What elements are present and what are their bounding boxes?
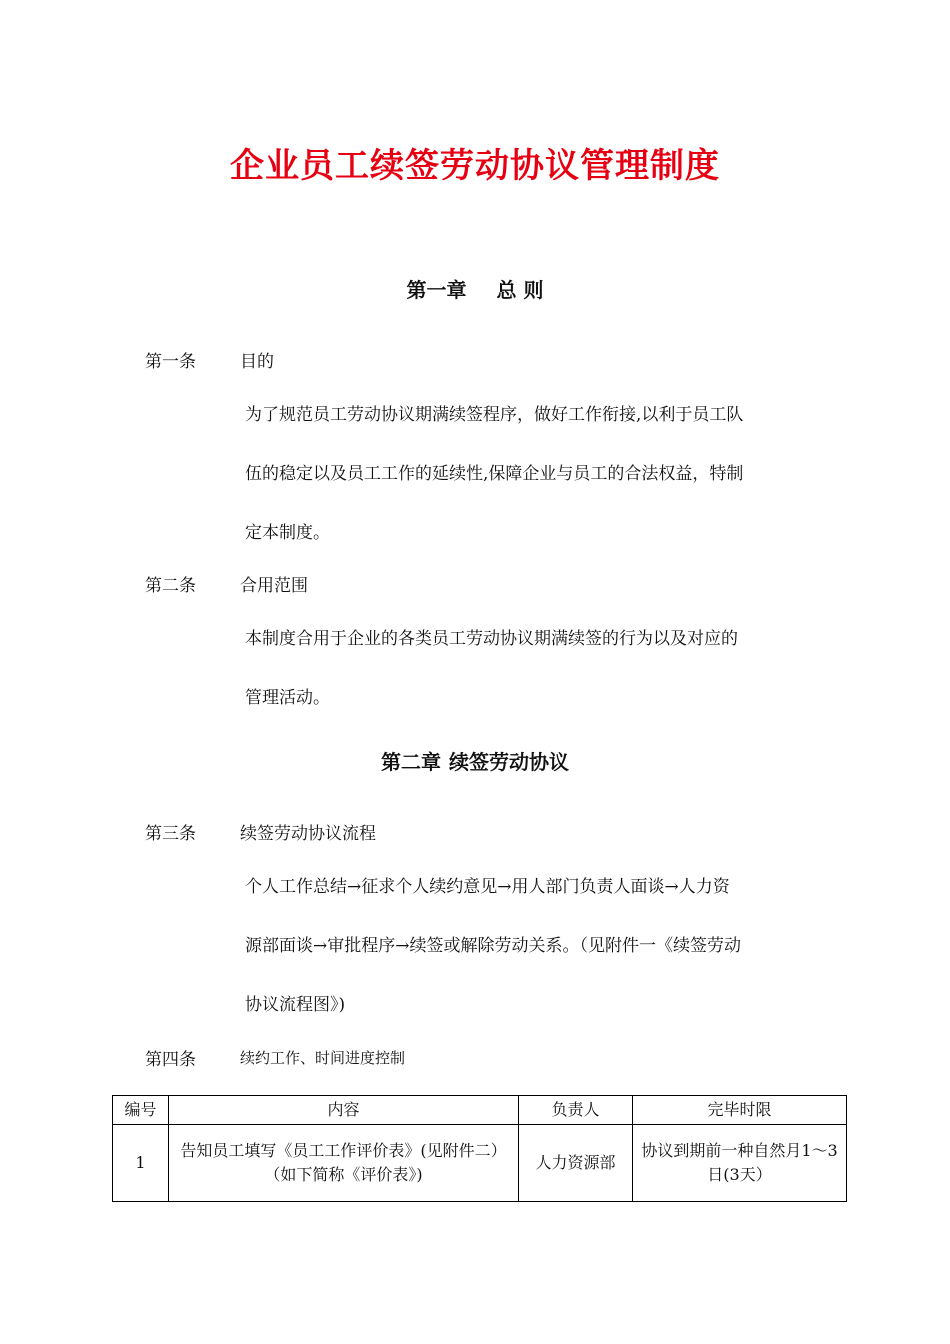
cell-content: 告知员工填写《员工工作评价表》(见附件二）（如下简称《评价表》) <box>169 1125 519 1202</box>
column-header-number: 编号 <box>113 1096 169 1125</box>
article-1-line-2: 伍的稳定以及员工工作的延续性,保障企业与员工的合法权益，特制 <box>245 464 744 484</box>
article-1-title: 目的 <box>240 352 274 372</box>
table-row <box>113 1125 847 1202</box>
chapter-1-heading <box>0 274 950 303</box>
chapter-2-heading <box>0 746 950 775</box>
cell-number: 1 <box>113 1125 169 1202</box>
article-2-title: 合用范围 <box>240 576 308 596</box>
column-header-content: 内容 <box>169 1096 519 1125</box>
document-title: 企业员工续签劳动协议管理制度 <box>230 146 720 186</box>
schedule-table <box>112 1095 847 1202</box>
cell-owner: 人力资源部 <box>519 1125 633 1202</box>
article-4-title: 续约工作、时间进度控制 <box>240 1049 406 1067</box>
cell-deadline: 协议到期前一种自然月1～3日(3天） <box>633 1125 847 1202</box>
column-header-deadline: 完毕时限 <box>633 1096 847 1125</box>
chapter-2-label: 第二章 <box>381 750 441 774</box>
article-2-number: 第二条 <box>145 576 196 596</box>
article-2-line-2: 管理活动。 <box>245 688 330 708</box>
article-1-line-1: 为了规范员工劳动协议期满续签程序，做好工作衔接,以利于员工队 <box>245 405 744 425</box>
chapter-1-name: 总 则 <box>496 278 544 302</box>
article-4-number: 第四条 <box>145 1050 196 1070</box>
article-1-number: 第一条 <box>145 352 196 372</box>
chapter-1-label: 第一章 <box>406 278 467 302</box>
article-3-line-3: 协议流程图》) <box>245 995 346 1015</box>
table-header-row <box>113 1096 847 1125</box>
article-3-title: 续签劳动协议流程 <box>240 824 376 844</box>
column-header-owner: 负责人 <box>519 1096 633 1125</box>
article-3-number: 第三条 <box>145 824 196 844</box>
article-3-line-2: 源部面谈→审批程序→续签或解除劳动关系。（见附件一《续签劳动 <box>245 936 741 956</box>
article-2-line-1: 本制度合用于企业的各类员工劳动协议期满续签的行为以及对应的 <box>245 629 738 649</box>
article-1-line-3: 定本制度。 <box>245 523 330 543</box>
chapter-2-name: 续签劳动协议 <box>449 750 569 774</box>
article-3-line-1: 个人工作总结→征求个人续约意见→用人部门负责人面谈→人力资 <box>245 877 730 897</box>
